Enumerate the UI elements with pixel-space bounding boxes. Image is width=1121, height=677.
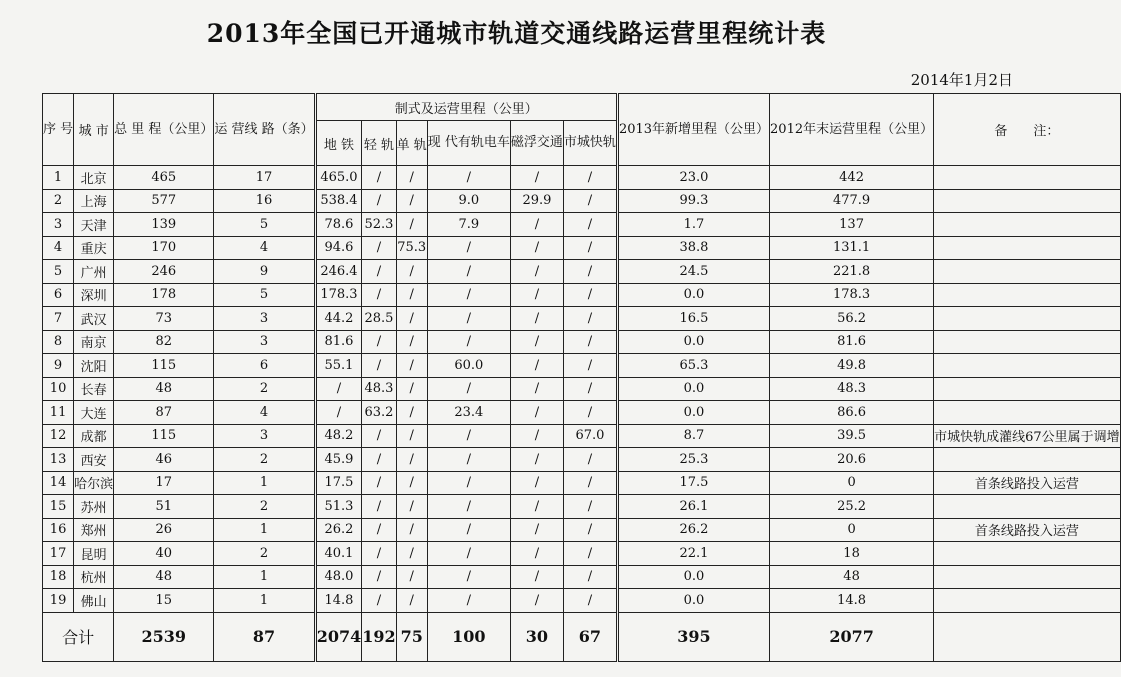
header-maglev: 磁浮交通	[510, 121, 563, 166]
cell-new-2013: 99.3	[617, 189, 769, 213]
cell-seq: 12	[43, 424, 74, 448]
cell-maglev: /	[510, 377, 563, 401]
cell-new-2013: 8.7	[617, 424, 769, 448]
cell-new-2013: 25.3	[617, 448, 769, 472]
cell-total: 17	[114, 471, 214, 495]
cell-end-2012: 131.1	[770, 236, 934, 260]
cell-tram: /	[427, 166, 510, 190]
cell-suburban: /	[563, 260, 617, 284]
cell-light-rail: 48.3	[362, 377, 396, 401]
totals-row	[43, 612, 1121, 661]
table-row	[43, 495, 1121, 519]
cell-suburban: /	[563, 189, 617, 213]
cell-total: 115	[114, 424, 214, 448]
cell-monorail: /	[396, 589, 427, 613]
cell-city: 佛山	[74, 589, 114, 613]
cell-monorail: /	[396, 401, 427, 425]
cell-suburban: /	[563, 542, 617, 566]
cell-maglev: /	[510, 213, 563, 237]
cell-monorail: /	[396, 424, 427, 448]
cell-metro: 48.0	[315, 565, 362, 589]
cell-light-rail: /	[362, 495, 396, 519]
cell-monorail: /	[396, 283, 427, 307]
table-row	[43, 283, 1121, 307]
table-row	[43, 448, 1121, 472]
cell-tram: /	[427, 471, 510, 495]
cell-monorail: /	[396, 495, 427, 519]
cell-maglev: /	[510, 495, 563, 519]
cell-metro: 538.4	[315, 189, 362, 213]
cell-lines: 2	[214, 495, 315, 519]
cell-note	[934, 213, 1121, 237]
cell-metro: 55.1	[315, 354, 362, 378]
totals-suburban: 67	[563, 612, 617, 661]
cell-monorail: /	[396, 471, 427, 495]
header-note: 备 注：	[934, 94, 1121, 166]
cell-metro: 51.3	[315, 495, 362, 519]
table-row	[43, 213, 1121, 237]
cell-suburban: /	[563, 495, 617, 519]
cell-total: 82	[114, 330, 214, 354]
totals-label: 合计	[43, 612, 114, 661]
cell-seq: 10	[43, 377, 74, 401]
cell-end-2012: 137	[770, 213, 934, 237]
cell-total: 40	[114, 542, 214, 566]
cell-metro: 94.6	[315, 236, 362, 260]
cell-suburban: /	[563, 236, 617, 260]
cell-seq: 8	[43, 330, 74, 354]
cell-seq: 6	[43, 283, 74, 307]
cell-monorail: /	[396, 377, 427, 401]
cell-suburban: /	[563, 589, 617, 613]
cell-metro: 78.6	[315, 213, 362, 237]
table-row	[43, 236, 1121, 260]
cell-new-2013: 0.0	[617, 330, 769, 354]
cell-light-rail: /	[362, 189, 396, 213]
header-monorail: 单 轨	[396, 121, 427, 166]
table-row	[43, 401, 1121, 425]
cell-total: 139	[114, 213, 214, 237]
header-end-2012: 2012年末运营里程（公里）	[770, 94, 934, 166]
cell-tram: /	[427, 565, 510, 589]
cell-maglev: /	[510, 330, 563, 354]
cell-tram: 9.0	[427, 189, 510, 213]
report-date: 2014年1月2日	[910, 71, 1013, 89]
cell-end-2012: 20.6	[770, 448, 934, 472]
cell-tram: /	[427, 377, 510, 401]
table-row	[43, 330, 1121, 354]
cell-new-2013: 0.0	[617, 401, 769, 425]
table-row	[43, 542, 1121, 566]
table-body	[43, 166, 1121, 613]
cell-total: 170	[114, 236, 214, 260]
totals-light-rail: 192	[362, 612, 396, 661]
cell-suburban: /	[563, 213, 617, 237]
cell-monorail: /	[396, 542, 427, 566]
cell-metro: 26.2	[315, 518, 362, 542]
cell-tram: /	[427, 542, 510, 566]
cell-total: 465	[114, 166, 214, 190]
cell-suburban: /	[563, 166, 617, 190]
cell-monorail: /	[396, 448, 427, 472]
cell-note	[934, 283, 1121, 307]
cell-light-rail: 63.2	[362, 401, 396, 425]
cell-light-rail: /	[362, 283, 396, 307]
cell-total: 73	[114, 307, 214, 331]
cell-monorail: /	[396, 213, 427, 237]
cell-light-rail: /	[362, 518, 396, 542]
cell-end-2012: 0	[770, 518, 934, 542]
cell-maglev: /	[510, 471, 563, 495]
cell-metro: 14.8	[315, 589, 362, 613]
cell-monorail: 75.3	[396, 236, 427, 260]
table-row	[43, 518, 1121, 542]
cell-suburban: /	[563, 448, 617, 472]
cell-end-2012: 39.5	[770, 424, 934, 448]
cell-maglev: /	[510, 307, 563, 331]
cell-city: 苏州	[74, 495, 114, 519]
cell-suburban: /	[563, 401, 617, 425]
cell-maglev: /	[510, 448, 563, 472]
cell-new-2013: 65.3	[617, 354, 769, 378]
cell-light-rail: 28.5	[362, 307, 396, 331]
cell-new-2013: 22.1	[617, 542, 769, 566]
cell-suburban: /	[563, 307, 617, 331]
cell-suburban: /	[563, 518, 617, 542]
cell-total: 178	[114, 283, 214, 307]
cell-note	[934, 260, 1121, 284]
cell-seq: 14	[43, 471, 74, 495]
cell-light-rail: /	[362, 542, 396, 566]
cell-city: 天津	[74, 213, 114, 237]
cell-lines: 3	[214, 424, 315, 448]
cell-lines: 9	[214, 260, 315, 284]
cell-suburban: /	[563, 471, 617, 495]
cell-end-2012: 178.3	[770, 283, 934, 307]
cell-maglev: /	[510, 565, 563, 589]
cell-city: 杭州	[74, 565, 114, 589]
cell-metro: 48.2	[315, 424, 362, 448]
cell-suburban: /	[563, 565, 617, 589]
table-row	[43, 565, 1121, 589]
cell-new-2013: 26.1	[617, 495, 769, 519]
cell-monorail: /	[396, 565, 427, 589]
cell-tram: /	[427, 260, 510, 284]
cell-monorail: /	[396, 166, 427, 190]
cell-end-2012: 14.8	[770, 589, 934, 613]
cell-light-rail: /	[362, 236, 396, 260]
cell-city: 成都	[74, 424, 114, 448]
header-city: 城 市	[74, 94, 114, 166]
cell-maglev: /	[510, 589, 563, 613]
cell-tram: /	[427, 518, 510, 542]
cell-new-2013: 0.0	[617, 377, 769, 401]
cell-light-rail: /	[362, 354, 396, 378]
cell-city: 上海	[74, 189, 114, 213]
cell-metro: /	[315, 377, 362, 401]
cell-new-2013: 26.2	[617, 518, 769, 542]
cell-note: 首条线路投入运营	[934, 471, 1121, 495]
cell-city: 广州	[74, 260, 114, 284]
page-title: 2013年全国已开通城市轨道交通线路运营里程统计表	[206, 19, 827, 48]
cell-lines: 6	[214, 354, 315, 378]
cell-end-2012: 221.8	[770, 260, 934, 284]
cell-end-2012: 48	[770, 565, 934, 589]
cell-lines: 2	[214, 448, 315, 472]
header-total-km: 总 里 程（公里）	[114, 94, 214, 166]
cell-light-rail: /	[362, 448, 396, 472]
cell-end-2012: 25.2	[770, 495, 934, 519]
cell-light-rail: /	[362, 424, 396, 448]
cell-light-rail: /	[362, 471, 396, 495]
table-row	[43, 307, 1121, 331]
cell-lines: 1	[214, 565, 315, 589]
cell-lines: 3	[214, 330, 315, 354]
cell-note	[934, 307, 1121, 331]
cell-end-2012: 56.2	[770, 307, 934, 331]
table-row	[43, 589, 1121, 613]
cell-city: 哈尔滨	[74, 471, 114, 495]
cell-tram: 7.9	[427, 213, 510, 237]
cell-end-2012: 18	[770, 542, 934, 566]
cell-seq: 19	[43, 589, 74, 613]
cell-city: 北京	[74, 166, 114, 190]
cell-new-2013: 38.8	[617, 236, 769, 260]
header-type-group: 制式及运营里程（公里）	[315, 94, 617, 121]
cell-new-2013: 0.0	[617, 283, 769, 307]
cell-maglev: /	[510, 424, 563, 448]
header-tram: 现 代有轨电车	[427, 121, 510, 166]
cell-maglev: /	[510, 401, 563, 425]
cell-new-2013: 0.0	[617, 589, 769, 613]
cell-city: 南京	[74, 330, 114, 354]
cell-tram: /	[427, 589, 510, 613]
totals-new-2013: 395	[617, 612, 769, 661]
cell-note	[934, 542, 1121, 566]
cell-new-2013: 0.0	[617, 565, 769, 589]
cell-maglev: /	[510, 166, 563, 190]
cell-end-2012: 81.6	[770, 330, 934, 354]
totals-tram: 100	[427, 612, 510, 661]
cell-metro: 45.9	[315, 448, 362, 472]
cell-seq: 13	[43, 448, 74, 472]
cell-note	[934, 330, 1121, 354]
cell-metro: 44.2	[315, 307, 362, 331]
table-row	[43, 260, 1121, 284]
cell-metro: 17.5	[315, 471, 362, 495]
cell-city: 西安	[74, 448, 114, 472]
cell-light-rail: /	[362, 166, 396, 190]
cell-metro: 178.3	[315, 283, 362, 307]
cell-new-2013: 16.5	[617, 307, 769, 331]
cell-total: 46	[114, 448, 214, 472]
cell-monorail: /	[396, 518, 427, 542]
totals-lines: 87	[214, 612, 315, 661]
header-light-rail: 轻 轨	[362, 121, 396, 166]
table-row	[43, 471, 1121, 495]
cell-seq: 4	[43, 236, 74, 260]
cell-seq: 9	[43, 354, 74, 378]
cell-suburban: 67.0	[563, 424, 617, 448]
cell-tram: /	[427, 424, 510, 448]
cell-monorail: /	[396, 260, 427, 284]
cell-total: 87	[114, 401, 214, 425]
cell-end-2012: 48.3	[770, 377, 934, 401]
cell-light-rail: 52.3	[362, 213, 396, 237]
cell-seq: 17	[43, 542, 74, 566]
cell-note	[934, 166, 1121, 190]
cell-city: 郑州	[74, 518, 114, 542]
cell-monorail: /	[396, 307, 427, 331]
cell-total: 246	[114, 260, 214, 284]
cell-light-rail: /	[362, 589, 396, 613]
cell-maglev: /	[510, 354, 563, 378]
cell-note	[934, 377, 1121, 401]
cell-city: 武汉	[74, 307, 114, 331]
cell-seq: 1	[43, 166, 74, 190]
cell-seq: 2	[43, 189, 74, 213]
cell-suburban: /	[563, 354, 617, 378]
cell-new-2013: 23.0	[617, 166, 769, 190]
cell-lines: 1	[214, 471, 315, 495]
cell-note	[934, 495, 1121, 519]
cell-lines: 5	[214, 213, 315, 237]
cell-city: 长春	[74, 377, 114, 401]
cell-end-2012: 49.8	[770, 354, 934, 378]
table-row	[43, 377, 1121, 401]
cell-tram: /	[427, 330, 510, 354]
cell-light-rail: /	[362, 565, 396, 589]
cell-maglev: /	[510, 518, 563, 542]
cell-note	[934, 354, 1121, 378]
cell-end-2012: 86.6	[770, 401, 934, 425]
cell-maglev: /	[510, 236, 563, 260]
cell-note	[934, 565, 1121, 589]
cell-total: 115	[114, 354, 214, 378]
cell-note	[934, 401, 1121, 425]
cell-maglev: /	[510, 283, 563, 307]
table-row	[43, 354, 1121, 378]
cell-maglev: /	[510, 260, 563, 284]
cell-seq: 3	[43, 213, 74, 237]
cell-note	[934, 589, 1121, 613]
cell-seq: 15	[43, 495, 74, 519]
cell-maglev: 29.9	[510, 189, 563, 213]
cell-lines: 2	[214, 377, 315, 401]
cell-seq: 7	[43, 307, 74, 331]
cell-tram: /	[427, 307, 510, 331]
cell-suburban: /	[563, 283, 617, 307]
cell-total: 48	[114, 377, 214, 401]
cell-lines: 1	[214, 589, 315, 613]
cell-lines: 17	[214, 166, 315, 190]
cell-monorail: /	[396, 330, 427, 354]
cell-total: 48	[114, 565, 214, 589]
cell-note: 市城快轨成灌线67公里属于调增	[934, 424, 1121, 448]
cell-tram: /	[427, 236, 510, 260]
header-metro: 地 铁	[315, 121, 362, 166]
cell-lines: 3	[214, 307, 315, 331]
cell-monorail: /	[396, 189, 427, 213]
cell-suburban: /	[563, 330, 617, 354]
totals-note	[934, 612, 1121, 661]
cell-lines: 4	[214, 236, 315, 260]
cell-light-rail: /	[362, 260, 396, 284]
table-row	[43, 189, 1121, 213]
cell-lines: 2	[214, 542, 315, 566]
totals-metro: 2074	[315, 612, 362, 661]
cell-seq: 5	[43, 260, 74, 284]
cell-note	[934, 236, 1121, 260]
header-lines: 运 营线 路（条）	[214, 94, 315, 166]
table-row	[43, 166, 1121, 190]
totals-maglev: 30	[510, 612, 563, 661]
cell-seq: 16	[43, 518, 74, 542]
cell-maglev: /	[510, 542, 563, 566]
cell-city: 沈阳	[74, 354, 114, 378]
cell-tram: /	[427, 448, 510, 472]
header-suburban: 市城快轨	[563, 121, 617, 166]
cell-city: 深圳	[74, 283, 114, 307]
cell-tram: 60.0	[427, 354, 510, 378]
cell-note	[934, 189, 1121, 213]
cell-new-2013: 24.5	[617, 260, 769, 284]
header-new-2013: 2013年新增里程（公里）	[617, 94, 769, 166]
cell-city: 重庆	[74, 236, 114, 260]
cell-light-rail: /	[362, 330, 396, 354]
cell-total: 577	[114, 189, 214, 213]
cell-seq: 11	[43, 401, 74, 425]
cell-metro: 465.0	[315, 166, 362, 190]
totals-monorail: 75	[396, 612, 427, 661]
cell-note	[934, 448, 1121, 472]
cell-total: 26	[114, 518, 214, 542]
header-seq: 序 号	[43, 94, 74, 166]
table-row	[43, 424, 1121, 448]
cell-tram: /	[427, 495, 510, 519]
cell-end-2012: 0	[770, 471, 934, 495]
cell-metro: 40.1	[315, 542, 362, 566]
cell-note: 首条线路投入运营	[934, 518, 1121, 542]
cell-city: 大连	[74, 401, 114, 425]
cell-seq: 18	[43, 565, 74, 589]
cell-tram: /	[427, 283, 510, 307]
cell-end-2012: 442	[770, 166, 934, 190]
cell-lines: 4	[214, 401, 315, 425]
cell-suburban: /	[563, 377, 617, 401]
cell-total: 15	[114, 589, 214, 613]
cell-lines: 5	[214, 283, 315, 307]
cell-metro: 81.6	[315, 330, 362, 354]
cell-metro: 246.4	[315, 260, 362, 284]
cell-total: 51	[114, 495, 214, 519]
cell-new-2013: 1.7	[617, 213, 769, 237]
cell-city: 昆明	[74, 542, 114, 566]
totals-total: 2539	[114, 612, 214, 661]
cell-metro: /	[315, 401, 362, 425]
cell-lines: 1	[214, 518, 315, 542]
totals-end-2012: 2077	[770, 612, 934, 661]
cell-end-2012: 477.9	[770, 189, 934, 213]
cell-tram: 23.4	[427, 401, 510, 425]
cell-lines: 16	[214, 189, 315, 213]
cell-monorail: /	[396, 354, 427, 378]
cell-new-2013: 17.5	[617, 471, 769, 495]
mileage-table	[42, 93, 1121, 662]
